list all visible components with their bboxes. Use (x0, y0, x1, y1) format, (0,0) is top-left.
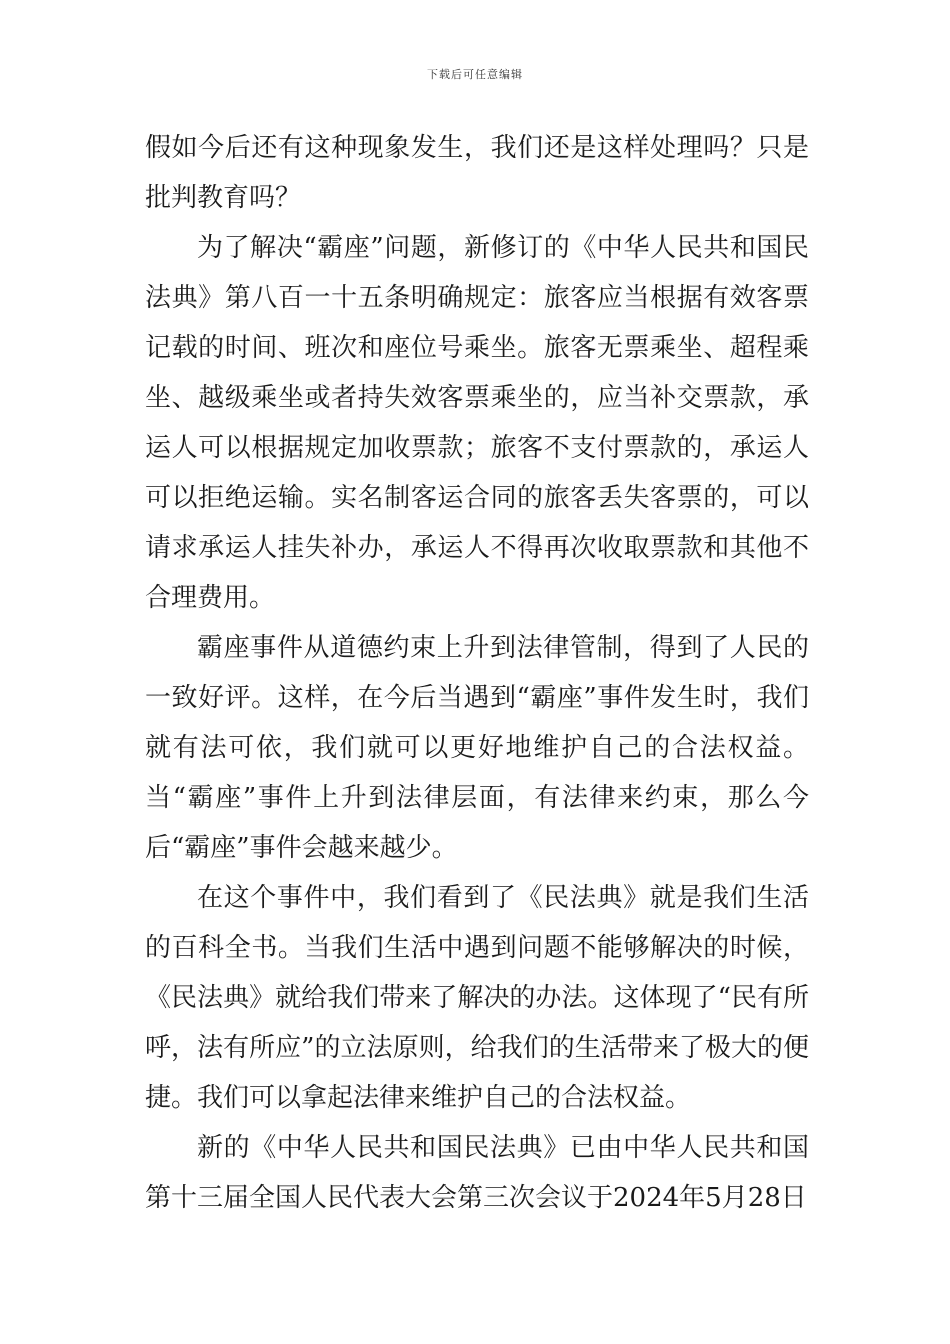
paragraph: 霸座事件从道德约束上升到法律管制，得到了人民的一致好评。这样，在今后当遇到“霸座”事件发生时，我们就有法可依，我们就可以更好地维护自己的合法权益。当“霸座”事件上升到法律层面，有法律来约束，那么今后“霸座”事件会越来越少。 (145, 633, 809, 863)
document-body (145, 123, 809, 1223)
paragraph: 在这个事件中，我们看到了《民法典》就是我们生活的百科全书。当我们生活中遇到问题不能够解决的时候，《民法典》就给我们带来了解决的办法。这体现了“民有所呼，法有所应”的立法原则，给我们的生活带来了极大的便捷。我们可以拿起法律来维护自己的合法权益。 (145, 883, 809, 1113)
paragraph: 为了解决“霸座”问题，新修订的《中华人民共和国民法典》第八百一十五条明确规定：旅客应当根据有效客票记载的时间、班次和座位号乘坐。旅客无票乘坐、超程乘坐、越级乘坐或者持失效客票乘坐的，应当补交票款，承运人可以根据规定加收票款；旅客不支付票款的，承运人可以拒绝运输。实名制客运合同的旅客丢失客票的，可以请求承运人挂失补办，承运人不得再次收取票款和其他不合理费用。 (145, 233, 809, 613)
paragraph-continuation: 假如今后还有这种现象发生，我们还是这样处理吗？只是批判教育吗？ (145, 133, 809, 213)
paragraph: 新的《中华人民共和国民法典》已由中华人民共和国第十三届全国人民代表大会第三次会议于2024年5月28日 (145, 1133, 809, 1213)
header-note: 下载后可任意编辑 (427, 68, 523, 81)
